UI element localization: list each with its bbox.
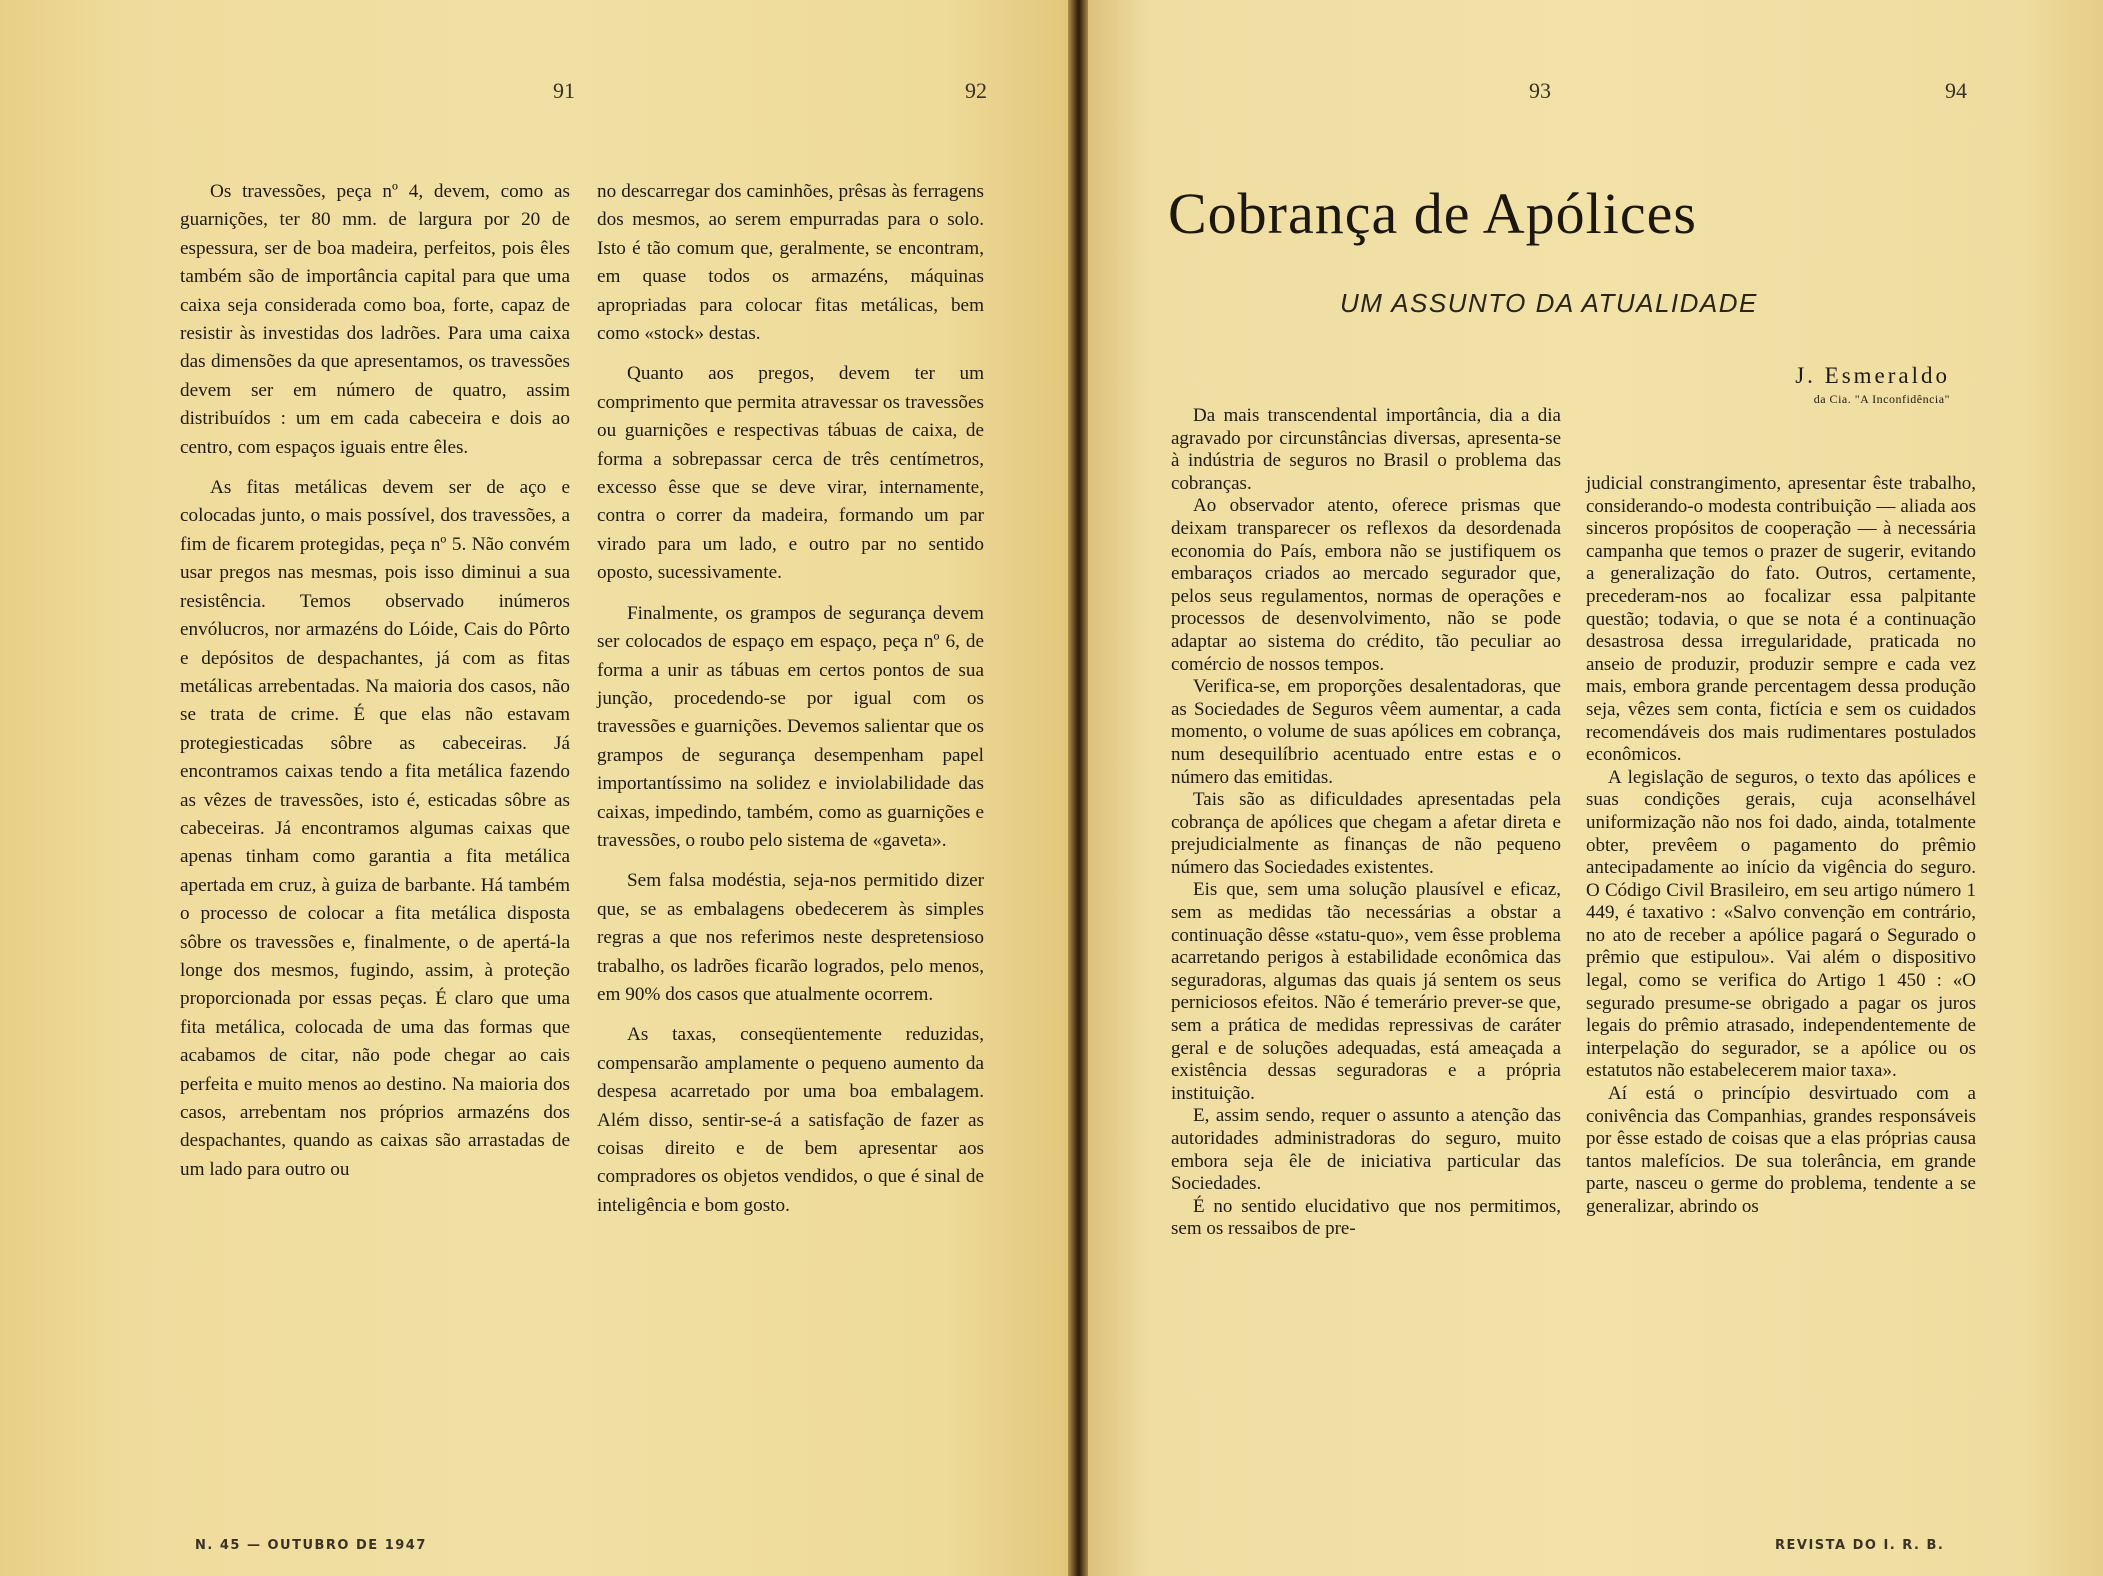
page-number-92: 92 xyxy=(965,78,987,103)
author-affiliation: da Cia. "A Inconfidência" xyxy=(1813,392,1950,406)
page-number-94: 94 xyxy=(1945,78,1967,103)
paragraph: Da mais transcendental importância, dia a dia agravado por circunstâncias diversas, apresenta-se à indústria de seguros no Brasil o problema das cobranças. xyxy=(1171,405,1561,494)
text-column-93 xyxy=(1171,405,1561,1241)
page-number-93: 93 xyxy=(1529,78,1551,103)
paragraph: A legislação de seguros, o texto das apólices e suas condições gerais, cuja aconselhável uniformização não nos foi dado, ainda, totalmente obter, prevêem o pagamento do prêmio antecipadamente ao início da vigência do seguro. O Código Civil Brasileiro, em seu artigo número 1 449, é taxativo : «Salvo convenção em contrário, no ato de receber a apólice pagará o Segurado o prêmio que estipulou». Vai além o dispositivo legal, como se verifica do Artigo 1 450 : «O segurado presume-se obrigado a pagar os juros legais do prêmio atrasado, independentemente de interpelação do segurador, se a apólice ou os estatutos não estabelecerem maior taxa». xyxy=(1586,766,1976,1082)
footer-issue: N. 45 — OUTUBRO DE 1947 xyxy=(195,1538,427,1553)
paragraph: judicial constrangimento, apresentar êste trabalho, considerando-o modesta contribuição — aliada aos sinceros propósitos de cooperação — à necessária campanha que temos o prazer de sugerir, evitando a generalização do fato. Outros, certamente, precederam-nos ao focalizar essa palpitante questão; todavia, o que se nota é a continuação desastrosa dessa irregularidade, praticada no anseio de produzir, produzir sempre e cada vez mais, embora grande percentagem dessa produção seja, vêzes sem conta, fictícia e sem os cuidados recomendáveis dos mais rudimentares postulados econômicos. xyxy=(1586,473,1976,766)
paragraph: Finalmente, os grampos de segurança devem ser colocados de espaço em espaço, peça nº 6, de forma a unir as tábuas em certos pontos de sua junção, procedendo-se por igual com os travessões e guarnições. Devemos salientar que os grampos de segurança desempenham papel importantíssimo na solidez e inviolabilidade das caixas, impedindo, também, como as guarnições e travessões, o roubo pelo sistema de «gaveta». xyxy=(597,602,984,851)
footer-journal: REVISTA DO I. R. B. xyxy=(1775,1538,1945,1553)
text-column-94 xyxy=(1586,473,1976,1219)
book-spine xyxy=(1068,0,1088,1576)
paragraph: As taxas, conseqüentemente reduzidas, compensarão amplamente o pequeno aumento da despesa acarretado por uma boa embalagem. Além disso, sentir-se-á a satisfação de fazer as coisas direito e de bem apresentar aos compradores os objetos vendidos, o que é sinal de inteligência e bom gosto. xyxy=(597,1024,984,1216)
paragraph: Ao observador atento, oferece prismas que deixam transparecer os reflexos da desordenada economia do País, embora não se justifiquem os embaraços criados ao mercado segurador que, pelos seus regulamentos, normas de operações e processos de desenvolvimento, não se pode adaptar ao sistema do crédito, tão peculiar ao comércio de nossos tempos. xyxy=(1171,495,1561,675)
paragraph: Tais são as dificuldades apresentadas pela cobrança de apólices que chegam a afetar direta e prejudicialmente as finanças de não pequeno número das Sociedades existentes. xyxy=(1171,789,1561,878)
paragraph: É no sentido elucidativo que nos permitimos, sem os ressaibos de pre- xyxy=(1171,1195,1561,1240)
text-column-92 xyxy=(597,178,984,1220)
page-number-91: 91 xyxy=(553,78,575,103)
paragraph: Verifica-se, em proporções desalentadoras, que as Sociedades de Seguros vêem aumentar, a cada momento, o volume de suas apólices em cobrança, num desequilíbrio acentuado entre estas e o número das emitidas. xyxy=(1171,676,1561,788)
paragraph: Quanto aos pregos, devem ter um comprimento que permita atravessar os travessões ou guarnições e respectivas tábuas de caixa, de forma a sobrepassar cerca de três centímetros, excesso êsse que se deve virar, internamente, contra o correr da madeira, formando um par virado para um lado, e outro par no sentido oposto, sucessivamente. xyxy=(597,363,984,584)
paragraph: no descarregar dos caminhões, prêsas às ferragens dos mesmos, ao serem empurradas para o solo. Isto é tão comum que, geralmente, se encontram, em quase todos os armazéns, máquinas apropriadas para colocar fitas metálicas, bem como «stock» destas. xyxy=(597,181,984,345)
text-column-91 xyxy=(180,178,570,1184)
paragraph: Sem falsa modéstia, seja-nos permitido dizer que, se as embalagens obedecerem às simples regras a que nos referimos neste despretensioso trabalho, os ladrões ficarão logrados, pelo menos, em 90% dos casos que atualmente ocorrem. xyxy=(597,870,984,1005)
article-author: J. Esmeraldo xyxy=(1795,363,1950,388)
paragraph: Eis que, sem uma solução plausível e eficaz, sem as medidas tão necessárias a obstar a continuação dêsse «statu-quo», vem êsse problema acarretando perigos à estabilidade econômica das seguradoras, algumas das quais já sentem os seus perniciosos efeitos. Não é temerário prever-se que, sem a prática de medidas repressivas de caráter geral e de soluções adequadas, está ameaçada a existência dessas seguradoras e a própria instituição. xyxy=(1171,879,1561,1104)
paragraph: Os travessões, peça nº 4, devem, como as guarnições, ter 80 mm. de largura por 20 de espessura, ser de boa madeira, perfeitos, pois êles também são de importância capital para que uma caixa seja considerada como boa, forte, capaz de resistir às investidas dos ladrões. Para uma caixa das dimensões da que apresentamos, os travessões devem ser em número de quatro, assim distribuídos : um em cada cabeceira e dois ao centro, com espaços iguais entre êles. xyxy=(180,181,570,458)
paragraph: E, assim sendo, requer o assunto a atenção das autoridades administradoras do seguro, muito embora seja êle de iniciativa particular das Sociedades. xyxy=(1171,1105,1561,1195)
paragraph: As fitas metálicas devem ser de aço e colocadas junto, o mais possível, dos travessões, a fim de ficarem protegidas, peça nº 5. Não convém usar pregos nas mesmas, pois isso diminui a sua resistência. Temos observado inúmeros envólucros, nor armazéns do Lóide, Cais do Pôrto e depósitos de despachantes, já com as fitas metálicas arrebentadas. Na maioria dos casos, não se trata de crime. É que elas não estavam protegiesticadas sôbre as cabeceiras. Já encontramos caixas tendo a fita metálica fazendo as vêzes de travessões, isto é, esticadas sôbre as cabeceiras. Já encontramos algumas caixas que apenas tinham como garantia a fita metálica apertada em cruz, à guiza de barbante. Há também o processo de colocar a fita metálica disposta sôbre os travessões e, finalmente, o de apertá-la longe dos mesmos, fugindo, assim, à proteção proporcionada por essas peças. É claro que uma fita metálica, colocada de uma das formas que acabamos de citar, não pode chegar ao cais perfeita e muito menos ao destino. Na maioria dos casos, arrebentam nos próprios armazéns dos despachantes, quando as caixas são arrastadas de um lado para outro ou xyxy=(180,477,570,1180)
article-title: Cobrança de Apólices xyxy=(1168,181,1697,246)
paragraph: Aí está o princípio desvirtuado com a conivência das Companhias, grandes responsáveis por êsse estado de coisas que a elas próprias causa tantos malefícios. De sua tolerância, em grande parte, nasceu o germe do problema, tendente a se generalizar, abrindo os xyxy=(1586,1083,1976,1217)
article-subtitle: UM ASSUNTO DA ATUALIDADE xyxy=(1340,288,1758,318)
